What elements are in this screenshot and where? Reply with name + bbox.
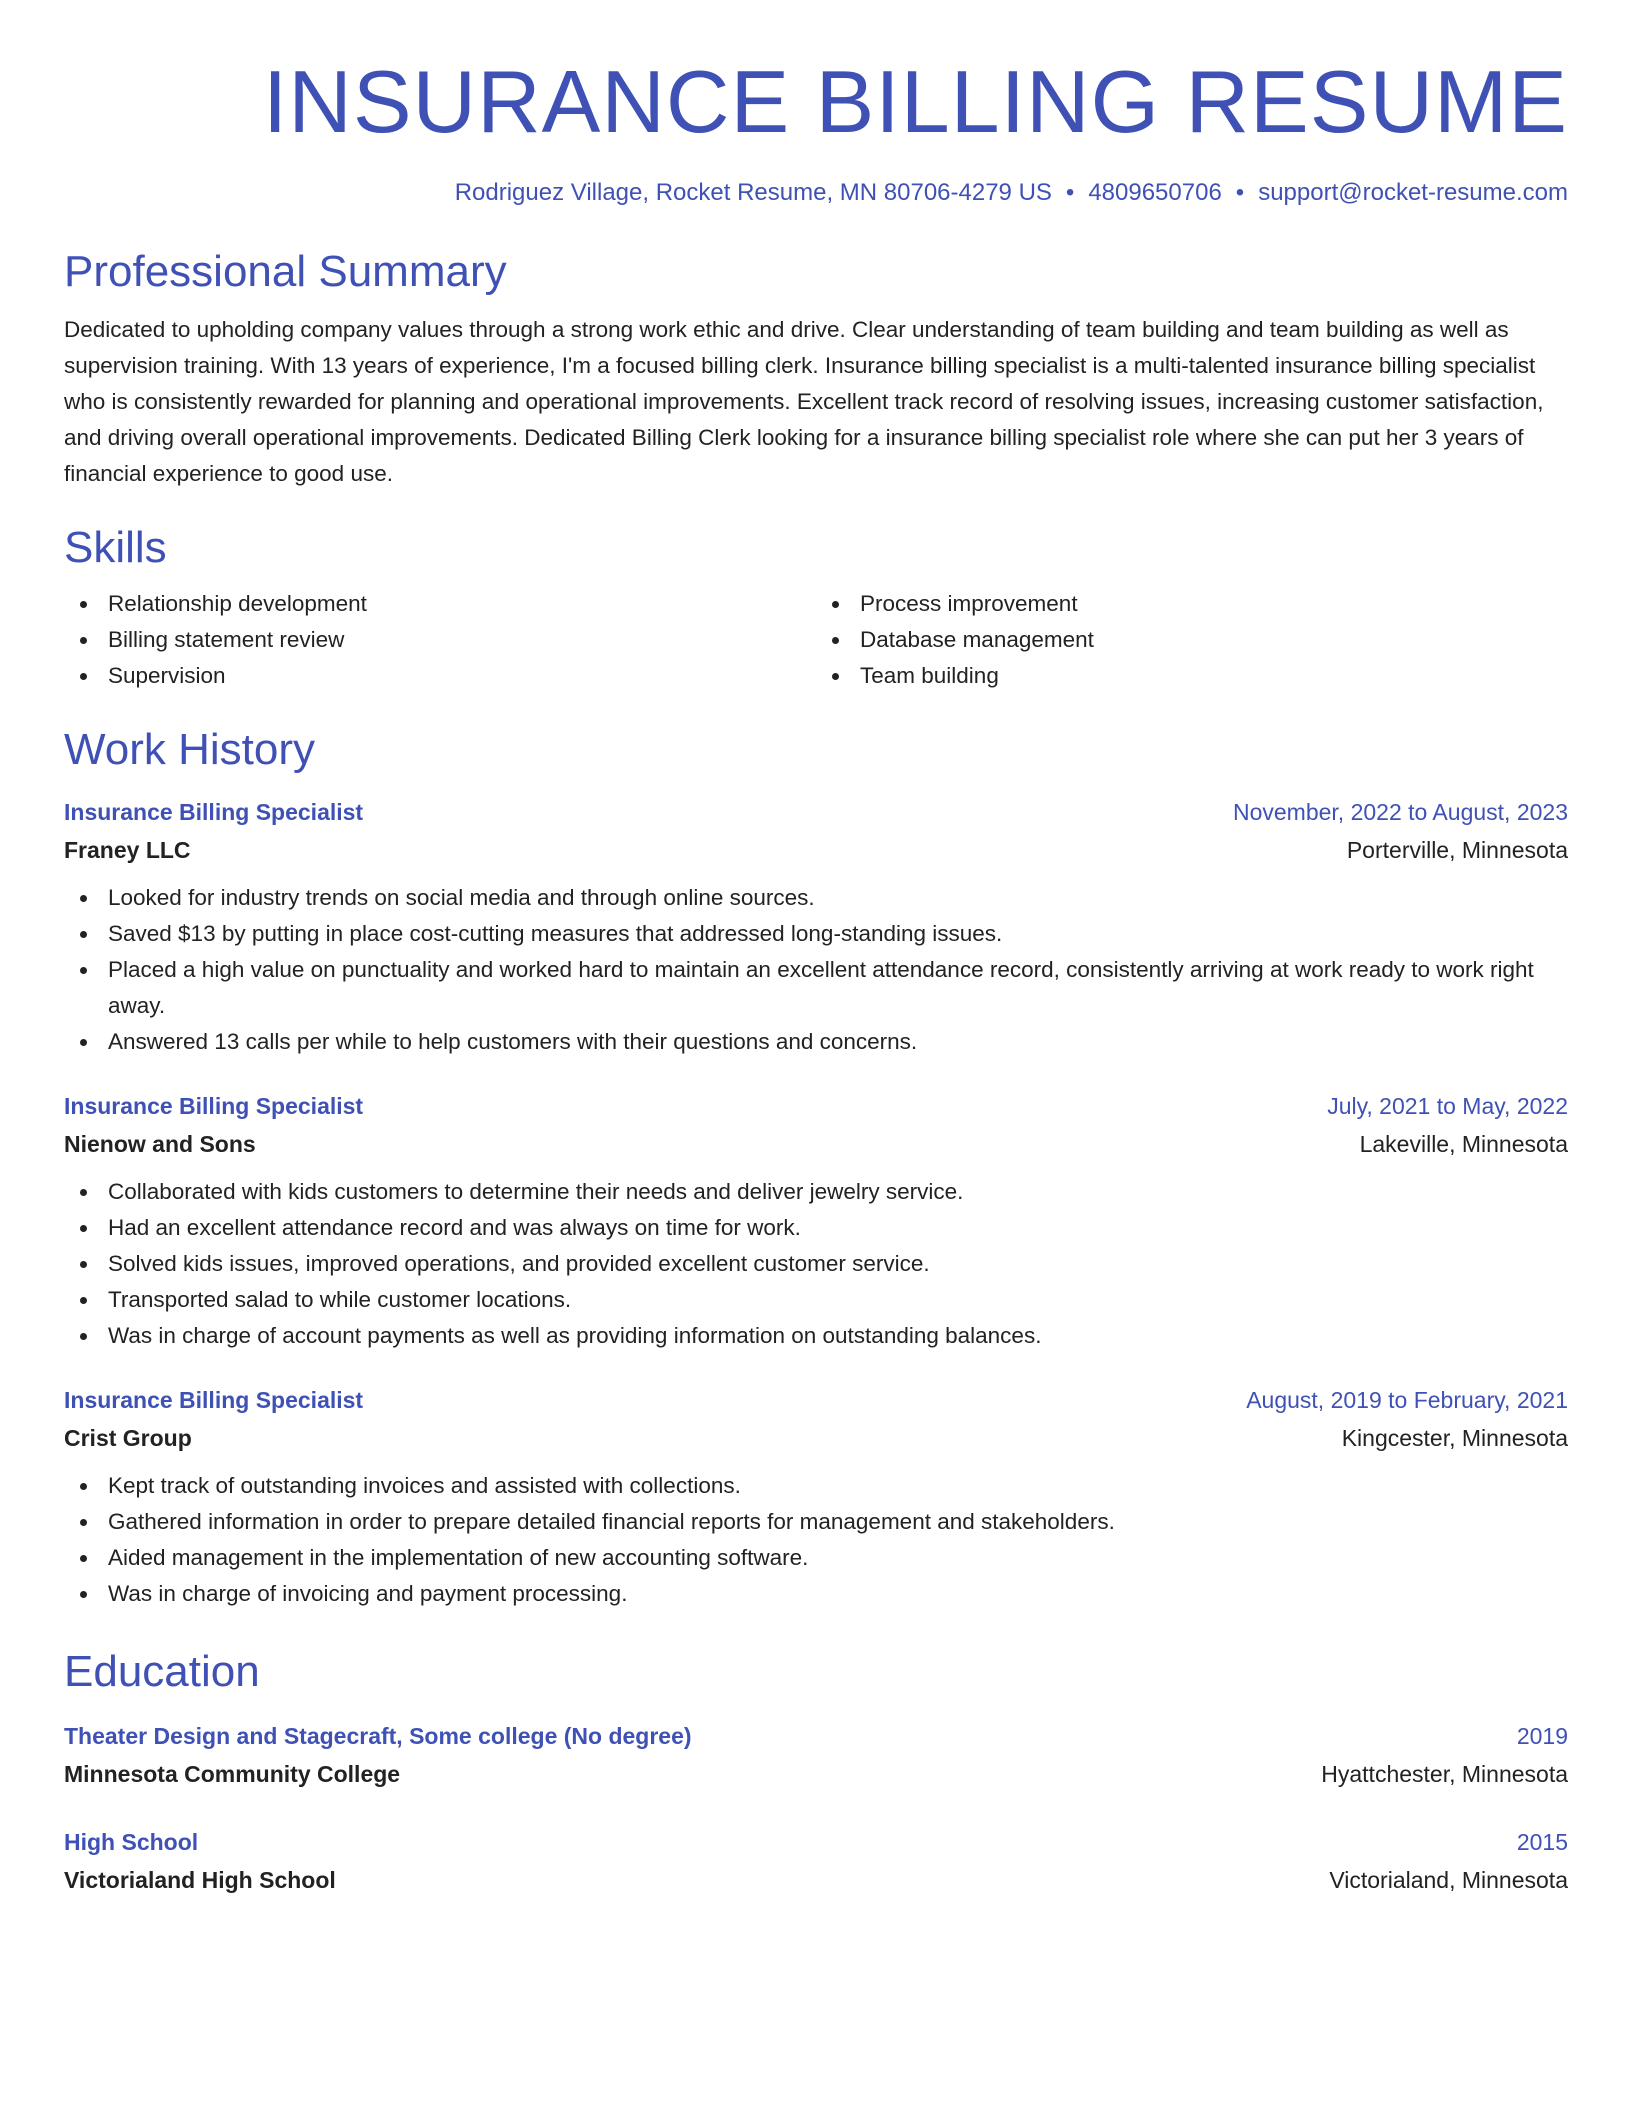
education-school-row — [64, 1860, 1568, 1900]
skill-item: Team building — [816, 658, 1568, 694]
education-location: Victorialand, Minnesota — [1329, 1867, 1568, 1893]
job-bullet: Solved kids issues, improved operations, and provided excellent customer service. — [64, 1246, 1568, 1282]
professional-summary-section — [64, 246, 1568, 492]
job-dates: November, 2022 to August, 2023 — [1232, 799, 1568, 825]
job-entry — [64, 1382, 1568, 1612]
job-company-row — [64, 1418, 1568, 1458]
education-year: 2015 — [1516, 1829, 1568, 1855]
skill-item: Process improvement — [816, 586, 1568, 622]
resume-header — [64, 0, 1568, 208]
job-header-row — [64, 1088, 1568, 1124]
job-bullet: Gathered information in order to prepare detailed financial reports for management and stakeholders. — [64, 1504, 1568, 1540]
job-title: Insurance Billing Specialist — [64, 799, 364, 825]
job-company: Nienow and Sons — [64, 1131, 256, 1157]
contact-separator: • — [1235, 179, 1245, 206]
job-header-row — [64, 1382, 1568, 1418]
job-bullet: Had an excellent attendance record and was always on time for work. — [64, 1210, 1568, 1246]
skills-column-right — [816, 586, 1568, 694]
job-bullet: Saved $13 by putting in place cost-cutting measures that addressed long-standing issues. — [64, 916, 1568, 952]
job-company: Franey LLC — [64, 837, 191, 863]
education-location: Hyattchester, Minnesota — [1321, 1761, 1568, 1787]
job-dates: August, 2019 to February, 2021 — [1246, 1387, 1568, 1413]
section-title-work: Work History — [64, 725, 315, 774]
section-title-skills: Skills — [64, 523, 167, 572]
education-school: Victorialand High School — [64, 1867, 336, 1893]
job-title: Insurance Billing Specialist — [64, 1093, 364, 1119]
job-company-row — [64, 830, 1568, 870]
job-location: Lakeville, Minnesota — [1359, 1131, 1568, 1157]
job-bullet: Transported salad to while customer locations. — [64, 1282, 1568, 1318]
resume-title: INSURANCE BILLING RESUME — [262, 52, 1568, 151]
contact-address: Rodriguez Village, Rocket Resume, MN 80706-4279 US — [454, 179, 1052, 206]
job-entry — [64, 794, 1568, 1060]
education-entry — [64, 1824, 1568, 1900]
job-bullet: Was in charge of invoicing and payment processing. — [64, 1576, 1568, 1612]
education-header-row — [64, 1718, 1568, 1754]
job-title: Insurance Billing Specialist — [64, 1387, 364, 1413]
job-dates: July, 2021 to May, 2022 — [1327, 1093, 1568, 1119]
contact-line — [64, 178, 1568, 208]
job-location: Kingcester, Minnesota — [1341, 1425, 1568, 1451]
skill-item: Billing statement review — [64, 622, 816, 658]
contact-phone: 4809650706 — [1088, 179, 1222, 206]
job-bullet: Looked for industry trends on social media and through online sources. — [64, 880, 1568, 916]
job-bullet: Aided management in the implementation of new accounting software. — [64, 1540, 1568, 1576]
skill-item: Relationship development — [64, 586, 816, 622]
skills-section — [64, 522, 1568, 694]
summary-text: Dedicated to upholding company values through a strong work ethic and drive. Clear understanding of team building and team building as well as supervision training. With 13 years of experience, I'm a focused billing clerk. Insurance billing specialist is a multi-talented insurance billing specialist who is consistently rewarded for planning and operational improvements. Excellent track record of resolving issues, increasing customer satisfaction, and driving overall operational improvements. Dedicated Billing Clerk looking for a insurance billing specialist role where she can put her 3 years of financial experience to good use. — [64, 317, 1544, 486]
job-bullet: Placed a high value on punctuality and worked hard to maintain an excellent attendance record, consistently arriving at work ready to work right away. — [64, 952, 1568, 1024]
job-bullet: Collaborated with kids customers to determine their needs and deliver jewelry service. — [64, 1174, 1568, 1210]
education-entry — [64, 1718, 1568, 1794]
contact-email[interactable]: support@rocket-resume.com — [1258, 179, 1568, 206]
job-company-row — [64, 1124, 1568, 1164]
skills-grid — [64, 586, 1568, 694]
education-school: Minnesota Community College — [64, 1761, 401, 1787]
section-title-education: Education — [64, 1647, 260, 1696]
education-header-row — [64, 1824, 1568, 1860]
job-bullet: Kept track of outstanding invoices and assisted with collections. — [64, 1468, 1568, 1504]
job-header-row — [64, 794, 1568, 830]
contact-separator: • — [1065, 179, 1075, 206]
education-school-row — [64, 1754, 1568, 1794]
job-bullets — [64, 880, 1568, 1060]
job-location: Porterville, Minnesota — [1346, 837, 1568, 863]
skills-column-left — [64, 586, 816, 694]
work-history-section — [64, 724, 1568, 1612]
job-bullets — [64, 1468, 1568, 1612]
education-section — [64, 1646, 1568, 1900]
education-degree: Theater Design and Stagecraft, Some college (No degree) — [64, 1723, 692, 1749]
education-year: 2019 — [1516, 1723, 1568, 1749]
job-bullets — [64, 1174, 1568, 1354]
skill-item: Supervision — [64, 658, 816, 694]
education-degree: High School — [64, 1829, 199, 1855]
skill-item: Database management — [816, 622, 1568, 658]
job-bullet: Was in charge of account payments as well as providing information on outstanding balances. — [64, 1318, 1568, 1354]
job-bullet: Answered 13 calls per while to help customers with their questions and concerns. — [64, 1024, 1568, 1060]
section-title-summary: Professional Summary — [64, 247, 507, 296]
job-entry — [64, 1088, 1568, 1354]
job-company: Crist Group — [64, 1425, 192, 1451]
